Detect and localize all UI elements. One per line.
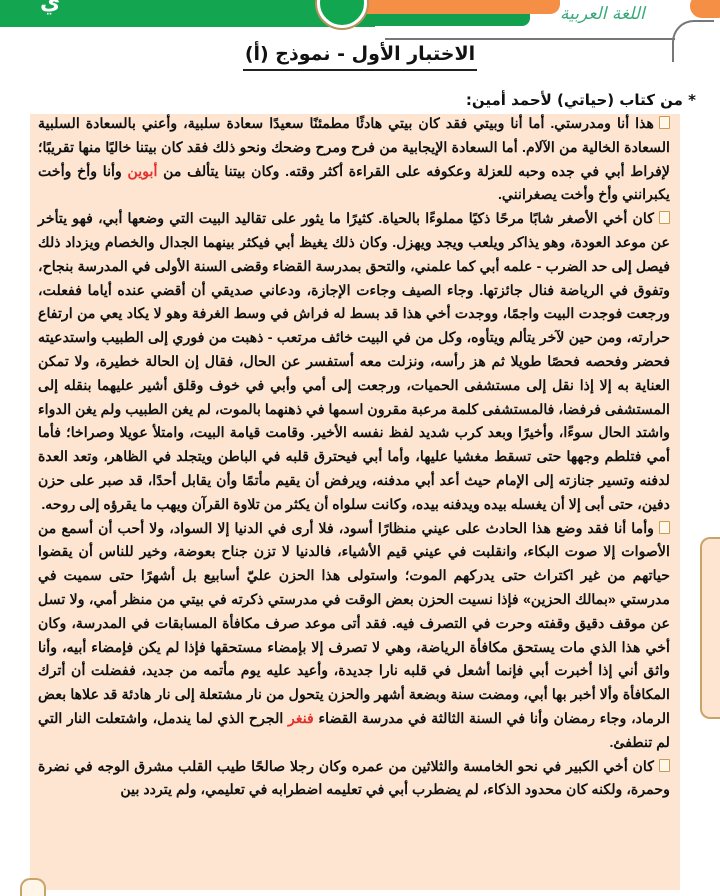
bottom-tab-decoration (20, 878, 46, 896)
page-icon (659, 521, 670, 534)
paragraph: كان أخي الكبير في نحو الخامسة والثلاثين من عمره وكان رجلا صالحًا طيب القلب مشرق الوجه في نضرة وحمرة، ولكنه كان محدود الذكاء، لم يضطرب أبي في تعليمه اضطرابه في تعليمي، ولم يتردد بين (38, 758, 670, 799)
page-title (0, 43, 720, 65)
page-icon (659, 759, 670, 772)
paragraph: هذا أنا ومدرستي. أما أنا وبيتي فقد كان بيتي هادئًا مطمئنًا سعيدًا سعادة سلبية، وأعني بالسعادة السلبية السعادة الخالية من الآلام. أما السعادة الإيجابية من فرح ومرح وضحك ونحو ذلك فقد كان بيتنا خاليًا منها تقريبًا؛ لإفراط أبي في جده وحبه للعزلة وعكوفه على القراءة أكثر وقته. وكان بيتنا يتألف من أبوين وأنا وأخ وأخت يكبرانني وأخ وأخت يصغرانني. (38, 116, 671, 204)
highlighted-word: فنغر (288, 710, 314, 727)
page-icon (659, 116, 670, 129)
header-orange-cap (690, 0, 720, 18)
paragraph: وأما أنا فقد وضع هذا الحادث على عيني منظارًا أسود، فلا أرى في الدنيا إلا السواد، ولا أحب أن أسمع من الأصوات إلا صوت البكاء، وانقلبت في عيني قيم الأشياء، فالدنيا لا تزن جناح بعوضة، وخير للناس أن يقضوا حياتهم من غير اكتراث حتى يدركهم الموت؛ واستولى هذا الحزن عليّ أسابيع بل أشهرًا حتى سميت في مدرستي «بمالك الحزين» فإذا نسيت الحزن بعض الوقت في مدرستي ذكرته في بيتي من منظر أمي، ولا تسل عن موقف دقيق وقفته وحرت في التصرف فيه. فقد أتى موعد صرف مكافأة المسابقات في المدرسة، وكان أخي هذا الذي مات يستحق مكافأة الرياضة، وهي لا تصرف إلا بإمضاء مستحقها فإذا لم يكن فإمضاء أبيه، وأنا واثق أني إذا أخبرت أبي فإنما أشعل في قلبه نارا جديدة، وأعيد عليه يوم مأتمه من جديد، ففضلت أن أترك المكافأة وألا أخبر بها أبي، ومضت سنة وبضعة أشهر والحزن يتحول من نار مشتعلة إلى نار هادئة قد علاها بعض الرماد، وجاء رمضان وأنا في السنة الثالثة في مدرسة القضاء فنغر الجرح الذي لما يندمل، واشتعلت النار التي لم تنطفئ. (38, 520, 670, 751)
page-icon (659, 211, 670, 224)
passage-text (38, 113, 670, 803)
header-title-fragment: ي (40, 0, 61, 15)
arabic-language-logo: اللغة العربية (560, 4, 645, 24)
source-line: * من كتاب (حياتي) لأحمد أمين: (465, 91, 696, 109)
highlighted-word: أبوين (127, 163, 158, 180)
page-title-text: الاختبار الأول - نموذج (أ) (243, 43, 477, 71)
side-tab-decoration (700, 537, 720, 719)
paragraph: كان أخي الأصغر شابًا مرحًا ذكيًا مملوءًا بالحياة. كثيرًا ما يثور على تقاليد البيت التي وضعها أبي، فهو يتأخر عن موعد العودة، وهو يذاكر ويلعب ويجد ويهزل. وكان ذلك يغيظ أبي فيكثر بينهما الجدال والخصام ويزداد ذلك فيصل إلى حد الضرب - علمه أبي كما علمني، والتحق بمدرسة القضاء وقضى السنة الأولى في المدرسة بنجاح، وتفوق في الرياضة فنال جائزتها. وجاء الصيف وجاءت الإجازة، ودعاني صديقي أن أقضي عنده أياما ففعلت، ورجعت فوجدت البيت واجمًا، ووجدت أخي هذا قد بسط له فراش في وسط الغرفة وهو لا يكاد يعي من ارتفاع حرارته، ومن حين لآخر يتألم ويتأوه، وكل من في البيت خائف مرتعب - ذهبت من فوري إلى الطبيب واستدعيته فحضر وفحصه فحصًا طويلا ثم هز رأسه، ونزلت معه أستفسر عن الحال، فقال إن الحالة خطيرة، ولا تمكن العناية به إلا إذا نقل إلى مستشفى الحميات، ورجعت إلى أمي وأبي في خوف وقلق أشير عليهما بنقله إلى المستشفى فرفضا، فالمستشفى كلمة مرعبة مقرون اسمها في ذهنهما بالموت، لم يغن الطبيب ولم يغن الدواء واشتد الحال سوءًا، وأخيرًا وبعد كرب شديد لفظ نفسه الأخير. وقامت قيامة البيت، وامتلأ عويلا وصراخا؛ فأما أمي فتلطم وجهها حتى تسقط مغشيا عليها، وأما أبي فيحترق قلبه في الباطن ويتجلد في الظاهر، وتعد العدة لدفنه وتسير جنازته إلى الإمام حيث أعد أبي مدفنه، ويرفض أن يقيم مأتمًا وأن يقابل أحدًا، قد صبر على حزن دفين، حتى أبى إلا أن يغسله بيده ويدفنه بيده، وكانت سلواه أن يكثر من تلاوة القرآن ويهب ما يقرؤه إلى روحه. (38, 211, 671, 513)
header-orange-bar (360, 0, 560, 14)
logo-divider (385, 38, 675, 40)
